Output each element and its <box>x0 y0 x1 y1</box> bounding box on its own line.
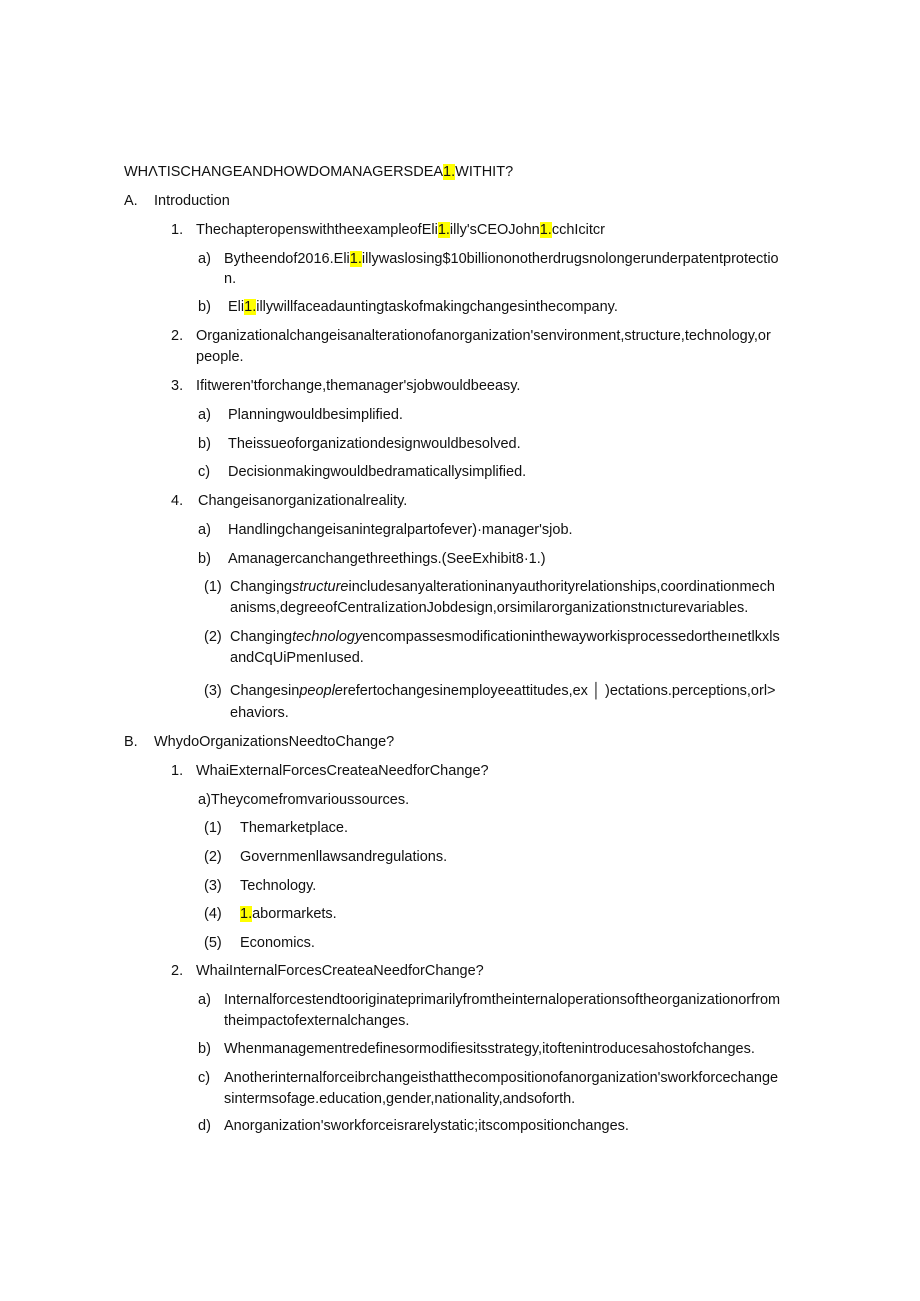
list-item <box>230 627 780 648</box>
item-marker: 2. <box>171 328 184 344</box>
item-marker: a) <box>198 992 211 1008</box>
item-text: Changing <box>230 629 293 645</box>
list-item: Theissueoforganizationdesignwouldbesolved. <box>228 436 521 452</box>
item-marker: 3. <box>171 378 184 394</box>
section-heading: WhydoOrganizationsNeedtoChange? <box>154 734 395 750</box>
list-item-continuation: andCqUiPmenIused. <box>230 650 364 666</box>
list-item: Organizationalchangeisanalterationofanorganization'senvironment,structure,technology,or <box>196 328 771 344</box>
item-marker: b) <box>198 299 211 315</box>
item-marker: c) <box>198 464 211 480</box>
highlighted-text: 1. <box>349 251 362 267</box>
item-marker: c) <box>198 1070 211 1086</box>
list-item-continuation: ehaviors. <box>230 705 289 721</box>
item-marker: (1) <box>204 579 222 595</box>
item-text: illy'sCEOJohn <box>449 222 540 238</box>
list-item: Changeisanorganizationalreality. <box>198 493 408 509</box>
item-text: Bytheendof2016.Eli <box>224 251 350 267</box>
emphasis-text: technology <box>292 629 363 645</box>
list-item: Handlingchangeisanintegralpartofever)·manager'sjob. <box>228 522 573 538</box>
item-marker: d) <box>198 1118 211 1134</box>
item-text: Eli <box>228 299 245 315</box>
list-item-continuation: sintermsofage.education,gender,nationality,andsoforth. <box>224 1091 576 1107</box>
list-item: WhaiInternalForcesCreateaNeedforChange? <box>196 963 484 979</box>
list-item: Economics. <box>240 935 315 951</box>
list-item: Whenmanagementredefinesormodifiesitsstrategy,itoftenintroducesahostofchanges. <box>224 1041 755 1057</box>
item-marker: (2) <box>204 629 222 645</box>
highlighted-text: 1. <box>437 222 450 238</box>
item-marker: 4. <box>171 493 184 509</box>
list-item <box>230 577 775 598</box>
emphasis-text: people <box>299 683 343 699</box>
list-item: Themarketplace. <box>240 820 348 836</box>
list-item: Decisionmakingwouldbedramaticallysimplified. <box>228 464 527 480</box>
list-item: Amanagercanchangethreethings.(SeeExhibit8·1.) <box>228 551 546 567</box>
highlighted-text: 1. <box>244 299 257 315</box>
item-marker: b) <box>198 551 211 567</box>
item-marker: (4) <box>204 906 222 922</box>
list-item: Planningwouldbesimplified. <box>228 407 403 423</box>
highlighted-text: 1. <box>240 906 253 922</box>
item-text: encompassesmodificationinthewayworkisprocessedortheınetlkxls <box>362 629 780 645</box>
item-marker: b) <box>198 1041 211 1057</box>
item-marker: a) <box>198 407 211 423</box>
item-marker: 1. <box>171 222 184 238</box>
item-text: illywaslosing$10billiononotherdrugsnolongerunderpatentprotectio <box>361 251 779 267</box>
list-item-continuation: anisms,degreeofCentraIizationJobdesign,orsimilarorganizationstnıcturevariables. <box>230 600 749 616</box>
item-marker: a) <box>198 251 211 267</box>
item-marker: (3) <box>204 683 222 699</box>
list-item: Governmenllawsandregulations. <box>240 849 448 865</box>
title-text-end: WITHIT? <box>455 164 514 180</box>
list-item-continuation: theimpactofexternalchanges. <box>224 1013 410 1029</box>
item-marker: (2) <box>204 849 222 865</box>
item-marker: (3) <box>204 878 222 894</box>
item-text: Changing <box>230 579 293 595</box>
section-marker: A. <box>124 193 138 209</box>
document-title <box>124 162 513 183</box>
item-marker: 2. <box>171 963 184 979</box>
list-item-continuation: people. <box>196 349 244 365</box>
list-item <box>240 904 337 925</box>
item-text: illywillfaceadauntingtaskofmakingchangesinthecompany. <box>256 299 618 315</box>
item-text: ThechapteropenswiththeexampleofEli <box>196 222 438 238</box>
list-item <box>224 249 779 270</box>
item-text: refertochangesinemployeeattitudes,ex │ )ectations.perceptions,orl> <box>342 683 776 699</box>
item-marker: b) <box>198 436 211 452</box>
list-item <box>228 297 618 318</box>
list-item: Technology. <box>240 878 317 894</box>
list-item-continuation: n. <box>224 271 237 287</box>
title-text: WHΛTISCHANGEANDHOWDOMANAGERSDEA <box>124 164 444 180</box>
list-item <box>230 681 776 702</box>
section-marker: B. <box>124 734 138 750</box>
highlighted-text: 1. <box>539 222 552 238</box>
list-item: a)Theycomefromvarioussources. <box>198 792 410 808</box>
list-item: Ifitweren'tforchange,themanager'sjobwouldbeeasy. <box>196 378 521 394</box>
item-text: cchIcitcr <box>551 222 605 238</box>
item-text: Changesin <box>230 683 300 699</box>
item-text: abormarkets. <box>252 906 337 922</box>
list-item <box>196 220 605 241</box>
item-marker: (1) <box>204 820 222 836</box>
list-item: WhaiExternalForcesCreateaNeedforChange? <box>196 763 489 779</box>
item-text: includesanyalterationinanyauthorityrelationships,coordinationmech <box>348 579 775 595</box>
section-heading: Introduction <box>154 193 230 209</box>
emphasis-text: structure <box>292 579 349 595</box>
list-item: Internalforcestendtooriginateprimarilyfromtheinternaloperationsoftheorganizationorfrom <box>224 992 781 1008</box>
highlighted-text: 1. <box>443 164 456 180</box>
list-item: Anotherinternalforceibrchangeisthatthecompositionofanorganization'sworkforcechange <box>224 1070 779 1086</box>
item-marker: 1. <box>171 763 184 779</box>
item-marker: (5) <box>204 935 222 951</box>
item-marker: a) <box>198 522 211 538</box>
list-item: Anorganization'sworkforceisrarelystatic;itscompositionchanges. <box>224 1118 629 1134</box>
